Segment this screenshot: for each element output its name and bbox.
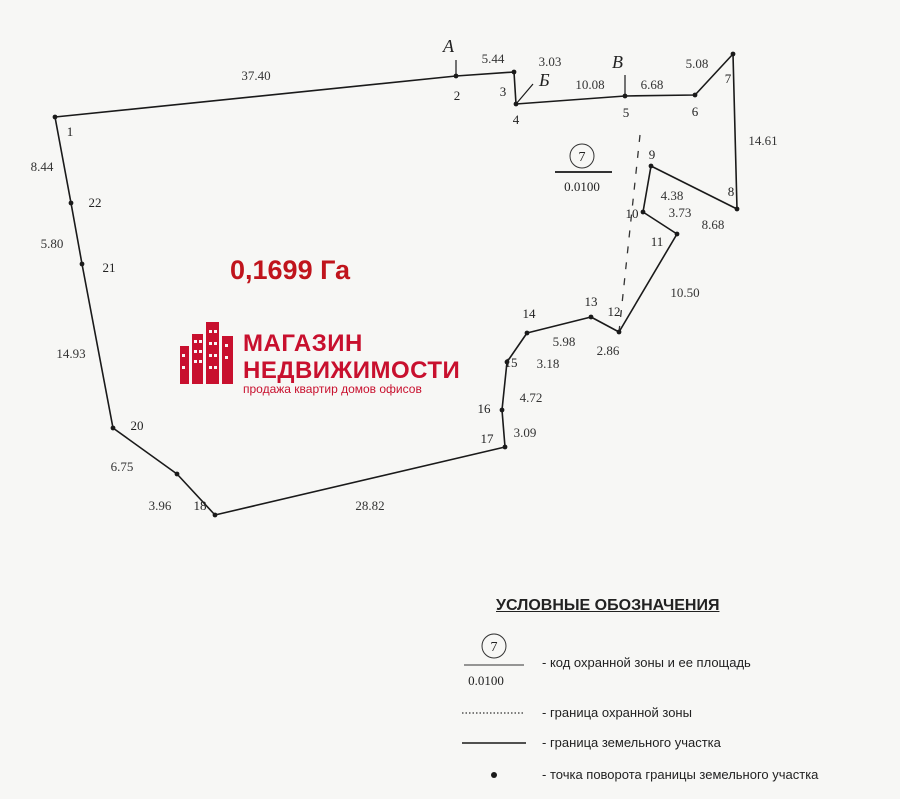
segment-length-11: 2.86 [596, 343, 620, 358]
turn-point-symbol [458, 765, 528, 785]
logo-line2: НЕДВИЖИМОСТИ [243, 357, 461, 384]
solid-line-symbol [458, 733, 528, 753]
segment-length-21: 8.44 [30, 159, 54, 174]
legend-row-zone-boundary [450, 703, 895, 723]
turn-point-15 [500, 408, 505, 413]
segment-length-7: 8.68 [701, 217, 725, 232]
point-label-1: 1 [66, 124, 74, 139]
segment-length-17: 3.96 [148, 498, 172, 513]
point-labels [67, 71, 735, 513]
plot-area-label: 0,1699 Га [230, 255, 351, 285]
zone-code-symbol [458, 633, 528, 691]
segment-length-5: 5.08 [685, 56, 709, 71]
real-estate-logo [180, 322, 460, 396]
point-label-8: 8 [727, 184, 735, 199]
point-label-15: 15 [504, 355, 518, 370]
segment-length-10: 10.50 [670, 285, 700, 300]
segment-length-18: 6.75 [110, 459, 134, 474]
section-mark-a: А [443, 36, 454, 56]
legend-text-turn-point: - точка поворота границы земельного участка [542, 767, 819, 782]
point-label-17: 17 [480, 431, 494, 446]
legend-text-plot-boundary: - граница земельного участка [542, 735, 721, 750]
segment-length-2: 3.03 [538, 54, 562, 69]
segment-length-12: 5.98 [552, 334, 576, 349]
turn-point-17 [213, 513, 218, 518]
dotted-line-symbol [458, 703, 528, 723]
legend-row-zone-code [450, 633, 895, 693]
segment-length-1: 5.44 [481, 51, 505, 66]
segment-length-9: 3.73 [668, 205, 692, 220]
point-label-9: 9 [648, 147, 656, 162]
legend-zone-code: 7 [490, 640, 498, 655]
legend-row-plot-boundary [450, 733, 895, 753]
turn-point-11 [617, 330, 622, 335]
point-label-3: 3 [499, 84, 507, 99]
section-mark-b-tick [516, 84, 533, 104]
plot-boundary [55, 54, 737, 515]
turn-point-8 [649, 164, 654, 169]
segment-length-8: 4.38 [660, 188, 684, 203]
section-mark-b: Б [539, 70, 550, 90]
turn-point-21 [69, 201, 74, 206]
turn-point-19 [111, 426, 116, 431]
point-label-2: 2 [453, 88, 461, 103]
point-label-10: 10 [625, 206, 639, 221]
point-label-20: 20 [130, 418, 144, 433]
turn-point-2 [512, 70, 517, 75]
turn-point-10 [675, 232, 680, 237]
segment-length-0: 37.40 [241, 68, 271, 83]
segment-length-6: 14.61 [748, 133, 778, 148]
section-mark-v: В [612, 52, 623, 72]
turn-point-12 [589, 315, 594, 320]
turn-point-1 [454, 74, 459, 79]
point-label-16: 16 [477, 401, 491, 416]
point-label-7: 7 [724, 71, 732, 86]
segment-length-14: 4.72 [519, 390, 543, 405]
legend-zone-area: 0.0100 [468, 673, 504, 688]
boundary-turn-points [53, 52, 740, 518]
turn-point-5 [693, 93, 698, 98]
segment-length-labels [31, 51, 778, 513]
turn-point-0 [53, 115, 58, 120]
point-label-22: 22 [88, 195, 102, 210]
segment-length-15: 3.09 [513, 425, 537, 440]
legend-text-zone-code: - код охранной зоны и ее площадь [542, 655, 751, 670]
turn-point-6 [731, 52, 736, 57]
turn-point-3 [514, 102, 519, 107]
zone-area: 0.0100 [564, 179, 600, 194]
turn-point-9 [641, 210, 646, 215]
segment-length-3: 10.08 [575, 77, 605, 92]
segment-length-4: 6.68 [640, 77, 664, 92]
segment-length-19: 14.93 [56, 346, 86, 361]
legend-row-turn-point [450, 765, 895, 785]
point-label-21: 21 [102, 260, 116, 275]
point-label-6: 6 [691, 104, 699, 119]
turn-point-18 [175, 472, 180, 477]
point-label-13: 13 [584, 294, 598, 309]
turn-point-20 [80, 262, 85, 267]
point-label-5: 5 [622, 105, 630, 120]
legend-text-zone-boundary: - граница охранной зоны [542, 705, 692, 720]
turn-point-4 [623, 94, 628, 99]
segment-length-20: 5.80 [40, 236, 64, 251]
segment-length-13: 3.18 [536, 356, 560, 371]
legend-title: УСЛОВНЫЕ ОБОЗНАЧЕНИЯ [496, 597, 720, 614]
turn-point-13 [525, 331, 530, 336]
logo-line1: МАГАЗИН [243, 330, 363, 357]
point-label-14: 14 [522, 306, 536, 321]
legend [450, 593, 895, 793]
zone-code-marker [555, 144, 612, 194]
point-label-11: 11 [650, 234, 664, 249]
point-label-4: 4 [512, 112, 520, 127]
segment-length-16: 28.82 [355, 498, 385, 513]
turn-point-7 [735, 207, 740, 212]
logo-tagline: продажа квартир домов офисов [243, 382, 422, 396]
turn-point-16 [503, 445, 508, 450]
point-label-12: 12 [607, 304, 621, 319]
point-label-18: 18 [193, 498, 207, 513]
zone-code: 7 [578, 150, 586, 165]
